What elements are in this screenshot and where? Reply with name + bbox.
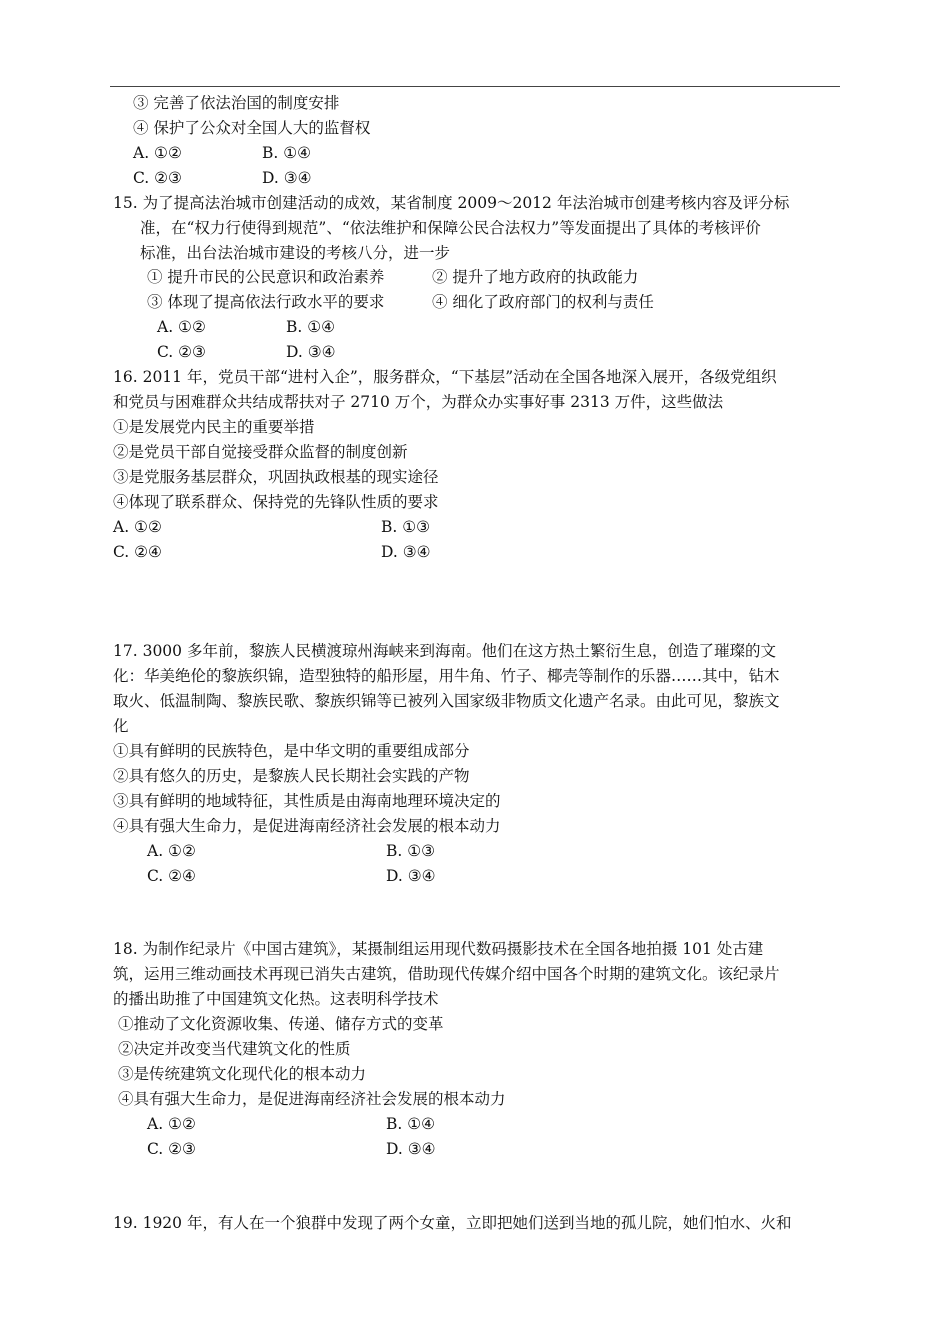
q16-stem-line-2: 和党员与困难群众共结成帮扶对子 2710 万个，为群众办实事好事 2313 万件，这些做法 [113, 393, 724, 411]
q15-item-2: ② 提升了地方政府的执政能力 [432, 268, 639, 286]
q18-item-2: ②决定并改变当代建筑文化的性质 [118, 1040, 351, 1058]
q17-stem-line-1: 17. 3000 多年前，黎族人民横渡琼州海峡来到海南。他们在这方热土繁衍生息，创造了璀璨的文 [113, 642, 776, 660]
q14-option-d: D. ③④ [262, 169, 312, 187]
header-rule [110, 86, 840, 87]
q18-item-3: ③是传统建筑文化现代化的根本动力 [118, 1065, 367, 1083]
q16-option-a: A. ①② [113, 518, 162, 536]
q17-stem-line-3: 取火、低温制陶、黎族民歌、黎族织锦等已被列入国家级非物质文化遗产名录。由此可见，黎族文 [113, 692, 780, 710]
q15-item-4: ④ 细化了政府部门的权利与责任 [432, 293, 654, 311]
q16-item-3: ③是党服务基层群众，巩固执政根基的现实途径 [113, 468, 439, 486]
q17-option-c: C. ②④ [147, 867, 196, 885]
q17-option-d: D. ③④ [386, 867, 436, 885]
q15-option-d: D. ③④ [286, 343, 336, 361]
q14-option-a: A. ①② [133, 144, 182, 162]
q17-item-1: ①具有鲜明的民族特色，是中华文明的重要组成部分 [113, 742, 470, 760]
q18-item-1: ①推动了文化资源收集、传递、储存方式的变革 [118, 1015, 444, 1033]
q17-stem-line-4: 化 [113, 717, 129, 735]
q18-option-c: C. ②③ [147, 1140, 196, 1158]
q17-option-a: A. ①② [147, 842, 196, 860]
q15-item-1: ① 提升市民的公民意识和政治素养 [147, 268, 385, 286]
q18-item-4: ④具有强大生命力，是促进海南经济社会发展的根本动力 [118, 1090, 506, 1108]
q18-option-b: B. ①④ [386, 1115, 436, 1133]
q15-stem-line-3: 标准，出台法治城市建设的考核八分，进一步 [140, 244, 451, 262]
q17-option-b: B. ①③ [386, 842, 436, 860]
q15-option-a: A. ①② [157, 318, 206, 336]
q19-stem-line-1: 19. 1920 年，有人在一个狼群中发现了两个女童，立即把她们送到当地的孤儿院，她们怕水、火和 [113, 1214, 792, 1232]
q17-stem-line-2: 化：华美绝伦的黎族织锦，造型独特的船形屋，用牛角、竹子、椰壳等制作的乐器……其中，钻木 [113, 667, 780, 685]
q18-stem-line-3: 的播出助推了中国建筑文化热。这表明科学技术 [113, 990, 439, 1008]
q16-item-2: ②是党员干部自觉接受群众监督的制度创新 [113, 443, 408, 461]
q15-stem-line-2: 准，在“权力行使得到规范”、“依法维护和保障公民合法权力”等发面提出了具体的考核评价 [140, 219, 761, 237]
q18-stem-line-2: 筑，运用三维动画技术再现已消失古建筑，借助现代传媒介绍中国各个时期的建筑文化。该纪录片 [113, 965, 780, 983]
q16-item-4: ④体现了联系群众、保持党的先锋队性质的要求 [113, 493, 439, 511]
q18-option-d: D. ③④ [386, 1140, 436, 1158]
q14-option-b: B. ①④ [262, 144, 312, 162]
q14-option-c: C. ②③ [133, 169, 182, 187]
q17-item-2: ②具有悠久的历史，是黎族人民长期社会实践的产物 [113, 767, 470, 785]
q18-stem-line-1: 18. 为制作纪录片《中国古建筑》，某摄制组运用现代数码摄影技术在全国各地拍摄 101 处古建 [113, 940, 764, 958]
q16-option-d: D. ③④ [381, 543, 431, 561]
q17-item-3: ③具有鲜明的地域特征，其性质是由海南地理环境决定的 [113, 792, 501, 810]
q14-item-4: ④ 保护了公众对全国人大的监督权 [133, 119, 371, 137]
q16-option-c: C. ②④ [113, 543, 162, 561]
q14-item-3: ③ 完善了依法治国的制度安排 [133, 94, 340, 112]
q17-item-4: ④具有强大生命力，是促进海南经济社会发展的根本动力 [113, 817, 501, 835]
q15-item-3: ③ 体现了提高依法行政水平的要求 [147, 293, 385, 311]
q15-option-c: C. ②③ [157, 343, 206, 361]
q15-stem-line-1: 15. 为了提高法治城市创建活动的成效，某省制度 2009～2012 年法治城市创建考核内容及评分标 [113, 194, 790, 212]
q16-item-1: ①是发展党内民主的重要举措 [113, 418, 315, 436]
q18-option-a: A. ①② [147, 1115, 196, 1133]
q16-stem-line-1: 16. 2011 年，党员干部“进村入企”，服务群众，“下基层”活动在全国各地深入展开，各级党组织 [113, 368, 777, 386]
q15-option-b: B. ①④ [286, 318, 336, 336]
q16-option-b: B. ①③ [381, 518, 431, 536]
